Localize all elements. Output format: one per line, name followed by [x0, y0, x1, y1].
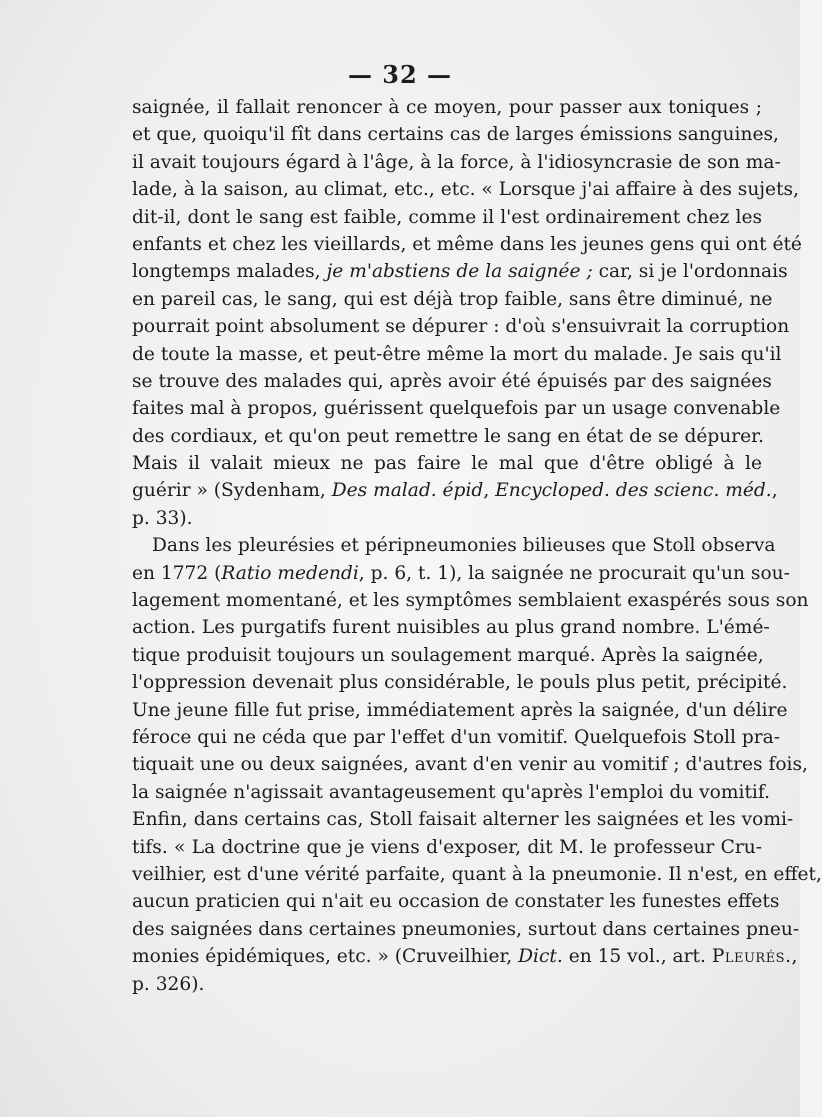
text-line: faites mal à propos, guérissent quelquefois par un usage convenable — [132, 398, 781, 420]
citation-title: Encycloped. des scienc. méd. — [495, 480, 772, 502]
text-line: Une jeune fille fut prise, immédiatement après la saignée, d'un délire — [132, 699, 788, 721]
text-line: féroce qui ne céda que par l'effet d'un vomitif. Quelquefois Stoll pra- — [132, 726, 780, 748]
text-line: action. Les purgatifs furent nuisibles au plus grand nombre. L'émé- — [132, 617, 770, 639]
text-line: dit-il, dont le sang est faible, comme il l'est ordinairement chez les — [132, 206, 762, 228]
citation-title: Dict. — [518, 946, 563, 968]
text-line: aucun praticien qui n'ait eu occasion de constater les funestes effets — [132, 891, 780, 913]
citation-title: Des malad. épid — [331, 480, 484, 502]
text-line — [132, 943, 798, 970]
text-line: des cordiaux, et qu'on peut remettre le sang en état de se dépurer. — [132, 425, 764, 447]
text-run: monies épidémiques, etc. » (Cruveilhier, — [132, 946, 513, 968]
text-run: , p. 6, t. 1), la saignée ne procurait qu'un sou- — [358, 562, 790, 584]
italic-quote: je m'abstiens de la saignée ; — [326, 261, 593, 283]
text-line: lagement momentané, et les symptômes semblaient exaspérés sous son — [132, 590, 809, 612]
text-line: Mais il valait mieux ne pas faire le mal que d'être obligé à le — [132, 453, 762, 475]
text-run: , — [791, 946, 798, 968]
citation-title: Ratio medendi — [221, 562, 359, 584]
text-run: , — [771, 480, 778, 502]
text-line: pourrait point absolument se dépurer : d'où s'ensuivrait la corruption — [132, 316, 790, 338]
text-run: guérir » (Sydenham, — [132, 480, 326, 502]
text-line: Dans les pleurésies et péripneumonies bilieuses que Stoll observa — [152, 535, 776, 557]
article-title: Pleurés. — [711, 946, 792, 968]
text-line: tique produisit toujours un soulagement marqué. Après la saignée, — [132, 644, 764, 666]
text-line: veilhier, est d'une vérité parfaite, quant à la pneumonie. Il n'est, en effet, — [132, 863, 822, 885]
text-line: des saignées dans certaines pneumonies, surtout dans certaines pneu- — [132, 918, 800, 940]
text-line: tiquait une ou deux saignées, avant d'en venir au vomitif ; d'autres fois, — [132, 754, 808, 776]
text-line: lade, à la saison, au climat, etc., etc. « Lorsque j'ai affaire à des sujets, — [132, 179, 799, 201]
text-line: p. 33). — [132, 507, 193, 529]
text-line: p. 326). — [132, 973, 205, 995]
text-run: , — [483, 480, 496, 502]
page-number: — 32 — — [347, 60, 453, 89]
text-line: la saignée n'agissait avantageusement qu'après l'emploi du vomitif. — [132, 781, 770, 803]
text-line — [132, 258, 788, 285]
text-line: se trouve des malades qui, après avoir été épuisés par des saignées — [132, 370, 772, 392]
text-line — [132, 560, 790, 587]
text-run: car, si je l'ordonnais — [592, 261, 788, 283]
text-line: et que, quoiqu'il fît dans certains cas de larges émissions sanguines, — [132, 124, 779, 146]
text-line: il avait toujours égard à l'âge, à la force, à l'idiosyncrasie de son ma- — [132, 151, 781, 173]
text-line: Enfin, dans certains cas, Stoll faisait alterner les saignées et les vomi- — [132, 809, 794, 831]
text-line: en pareil cas, le sang, qui est déjà trop faible, sans être diminué, ne — [132, 288, 773, 310]
text-line — [132, 477, 778, 504]
text-run: longtemps malades, — [132, 261, 321, 283]
text-run: en 15 vol., art. — [562, 946, 712, 968]
text-line: l'oppression devenait plus considérable, le pouls plus petit, précipité. — [132, 672, 788, 694]
text-line: enfants et chez les vieillards, et même dans les jeunes gens qui ont été — [132, 233, 802, 255]
text-line: saignée, il fallait renoncer à ce moyen, pour passer aux toniques ; — [132, 97, 762, 118]
text-run: en 1772 ( — [132, 562, 222, 584]
body-text — [132, 94, 822, 998]
text-line: tifs. « La doctrine que je viens d'exposer, dit M. le professeur Cru- — [132, 836, 762, 858]
text-line: de toute la masse, et peut-être même la mort du malade. Je sais qu'il — [132, 343, 782, 365]
